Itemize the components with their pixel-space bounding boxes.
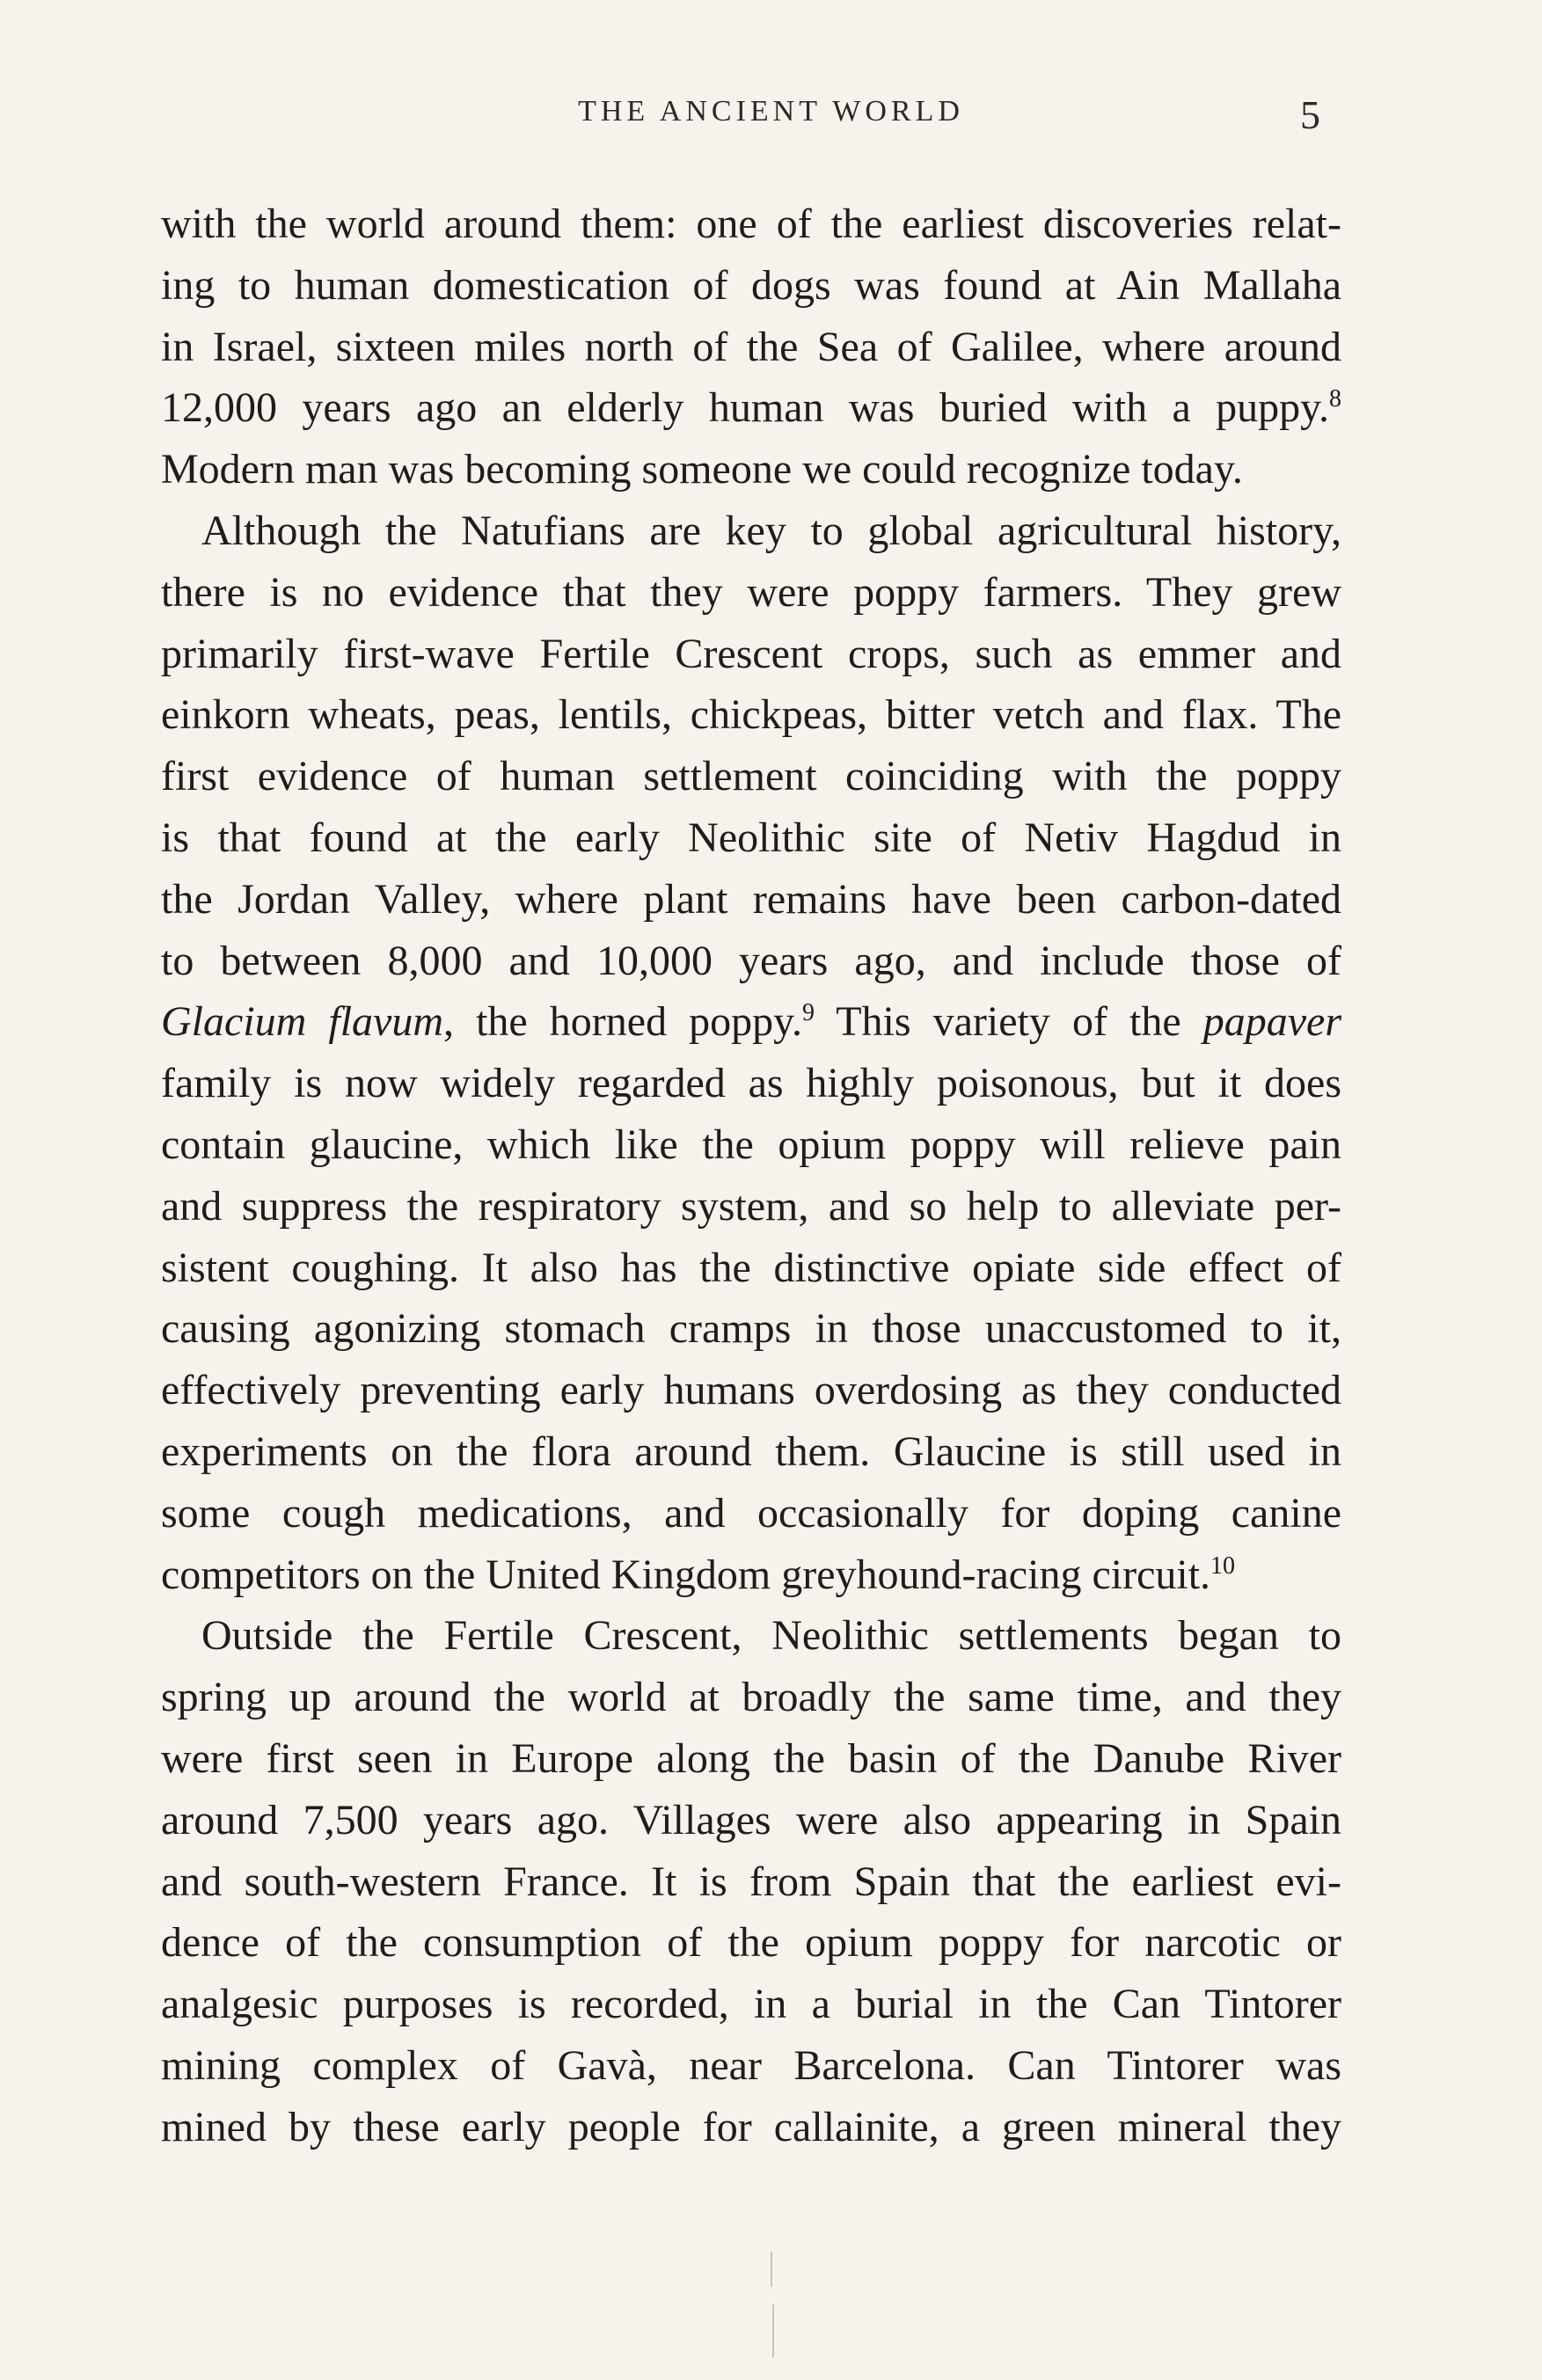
text-run: around 7,500 years ago. Villages were also appearing in Spain xyxy=(161,1796,1341,1843)
text-run: This variety of the xyxy=(815,998,1203,1046)
text-line xyxy=(161,1421,1341,1483)
text-run: contain glaucine, which like the opium poppy will relieve pain xyxy=(161,1121,1341,1168)
text-line xyxy=(161,1851,1341,1913)
text-line xyxy=(161,1667,1341,1728)
text-line xyxy=(161,439,1341,500)
text-line xyxy=(161,869,1341,931)
text-line xyxy=(161,1544,1341,1606)
text-line xyxy=(161,991,1341,1053)
text-run: 12,000 years ago an elderly human was buried with a puppy. xyxy=(161,384,1329,432)
text-run: sistent coughing. It also has the distinctive opiate side effect of xyxy=(161,1244,1341,1291)
text-run: Outside the Fertile Crescent, Neolithic settlements began to xyxy=(201,1612,1341,1660)
text-line xyxy=(161,684,1341,746)
text-run: in Israel, sixteen miles north of the Sea of Galilee, where around xyxy=(161,323,1341,370)
footnote-marker: 10 xyxy=(1210,1551,1236,1580)
text-line xyxy=(161,746,1341,807)
text-run: effectively preventing early humans overdosing as they conducted xyxy=(161,1367,1341,1414)
text-line xyxy=(161,931,1341,992)
footnote-marker: 8 xyxy=(1329,385,1341,413)
text-run: and suppress the respiratory system, and so help to alleviate per- xyxy=(161,1182,1341,1230)
text-run: some cough medications, and occasionally for doping canine xyxy=(161,1489,1341,1537)
text-line xyxy=(161,500,1341,562)
text-run: Modern man was becoming someone we could recognize today. xyxy=(161,446,1243,493)
text-line xyxy=(161,1728,1341,1790)
text-run: , the horned poppy. xyxy=(443,998,803,1046)
text-run: dence of the consumption of the opium poppy for narcotic or xyxy=(161,1919,1341,1967)
text-run: to between 8,000 and 10,000 years ago, and include those of xyxy=(161,937,1341,984)
italic-term: Glacium flavum xyxy=(161,998,444,1046)
text-line xyxy=(161,1360,1341,1421)
running-title: THE ANCIENT WORLD xyxy=(578,95,964,128)
text-line xyxy=(161,2035,1341,2097)
page-number: 5 xyxy=(1300,92,1320,137)
text-run: spring up around the world at broadly the same time, and they xyxy=(161,1674,1341,1721)
text-line xyxy=(161,1974,1341,2035)
running-header xyxy=(0,92,1542,148)
text-run: Although the Natufians are key to global agricultural history, xyxy=(201,507,1341,554)
body-text xyxy=(161,193,1341,2158)
page-crease-mark xyxy=(772,2304,774,2357)
text-run: is that found at the early Neolithic site of Netiv Hagdud in xyxy=(161,814,1341,861)
text-line xyxy=(161,807,1341,869)
text-line xyxy=(161,1298,1341,1360)
text-run: with the world around them: one of the earliest discoveries relat- xyxy=(161,201,1341,247)
paragraph xyxy=(161,500,1341,1605)
text-run: causing agonizing stomach cramps in those unaccustomed to it, xyxy=(161,1305,1341,1353)
text-line xyxy=(161,2097,1341,2158)
text-run: analgesic purposes is recorded, in a burial in the Can Tintorer xyxy=(161,1981,1341,2028)
text-line xyxy=(161,1605,1341,1667)
text-line xyxy=(161,255,1341,317)
text-line xyxy=(161,317,1341,378)
text-line xyxy=(161,624,1341,685)
text-line xyxy=(161,377,1341,439)
text-run: einkorn wheats, peas, lentils, chickpeas, bitter vetch and flax. The xyxy=(161,691,1341,739)
text-run: were first seen in Europe along the basin of the Danube River xyxy=(161,1734,1341,1782)
text-run: ing to human domestication of dogs was found at Ain Mallaha xyxy=(161,261,1341,309)
text-line xyxy=(161,193,1341,255)
text-line xyxy=(161,1053,1341,1114)
page-crease-mark xyxy=(771,2252,772,2287)
text-run: competitors on the United Kingdom greyhound-racing circuit. xyxy=(161,1551,1211,1598)
text-run: mined by these early people for callainite, a green mineral they xyxy=(161,2103,1341,2150)
text-run: and south-western France. It is from Spain that the earliest evi- xyxy=(161,1858,1341,1905)
text-run: mining complex of Gavà, near Barcelona. Can Tintorer was xyxy=(161,2041,1341,2089)
text-run: primarily first-wave Fertile Crescent crops, such as emmer and xyxy=(161,630,1341,677)
italic-term: papaver xyxy=(1202,998,1341,1046)
text-run: family is now widely regarded as highly poisonous, but it does xyxy=(161,1060,1341,1107)
paragraph xyxy=(161,193,1341,500)
text-line xyxy=(161,562,1341,624)
footnote-marker: 9 xyxy=(802,999,815,1027)
text-line xyxy=(161,1483,1341,1544)
text-line xyxy=(161,1790,1341,1851)
paragraph xyxy=(161,1605,1341,2157)
text-run: the Jordan Valley, where plant remains have been carbon-dated xyxy=(161,875,1341,923)
text-line xyxy=(161,1114,1341,1176)
text-line xyxy=(161,1912,1341,1974)
text-run: there is no evidence that they were poppy farmers. They grew xyxy=(161,568,1341,616)
text-run: experiments on the flora around them. Glaucine is still used in xyxy=(161,1427,1341,1475)
text-run: first evidence of human settlement coinciding with the poppy xyxy=(161,753,1341,800)
text-line xyxy=(161,1176,1341,1237)
text-line xyxy=(161,1237,1341,1299)
